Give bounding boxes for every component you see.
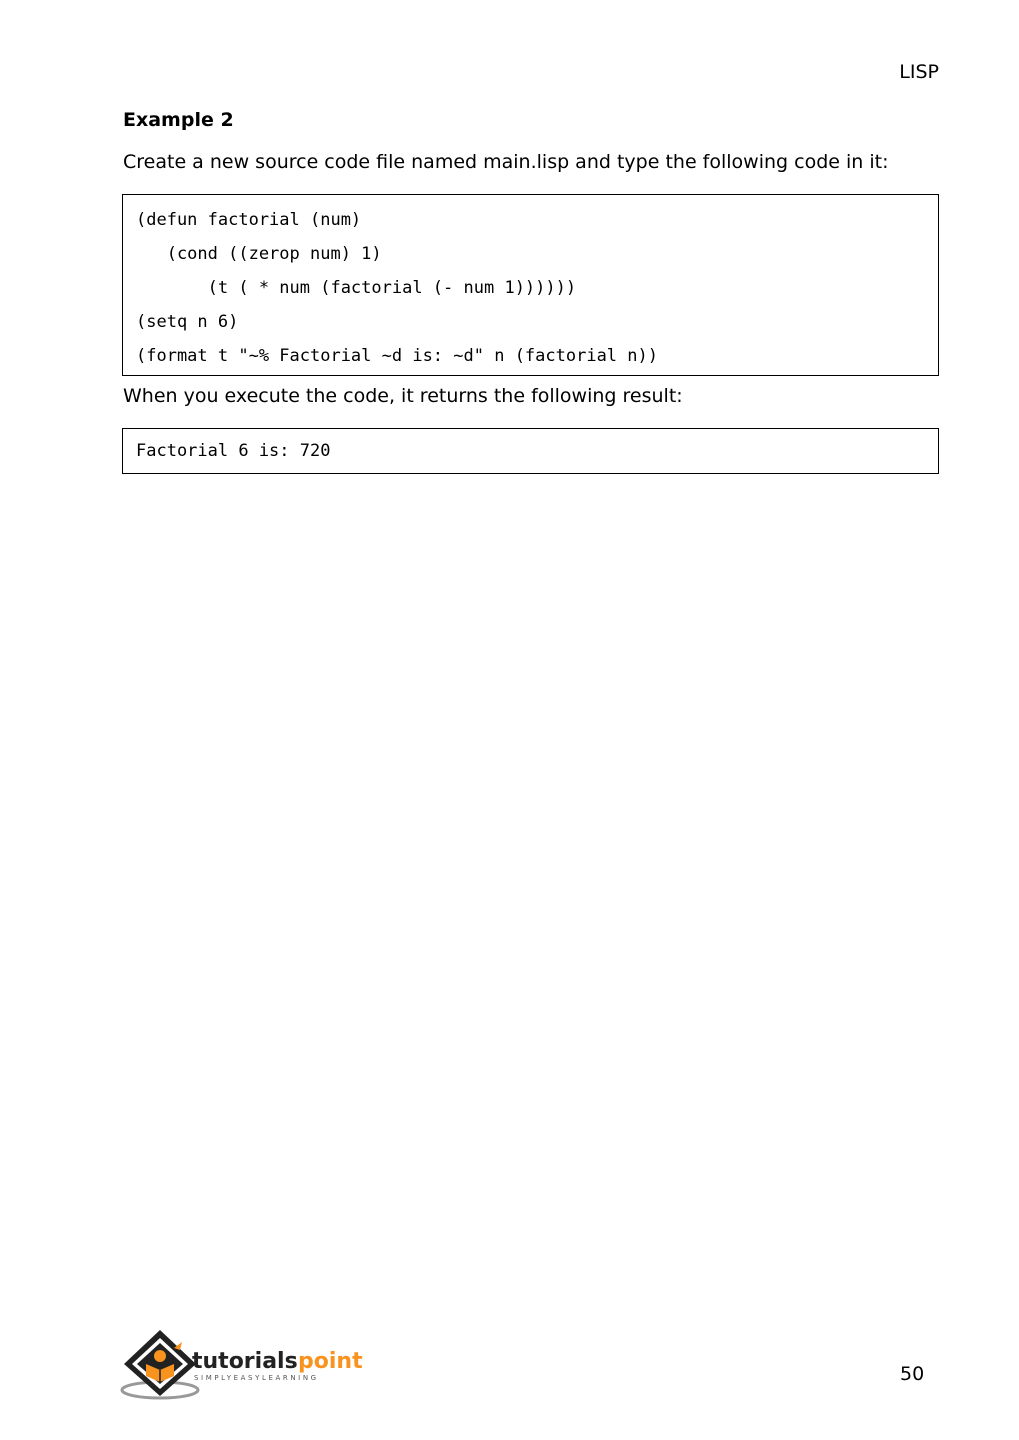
source-code-block — [122, 194, 939, 376]
code-line: (t ( * num (factorial (- num 1)))))) — [136, 278, 577, 298]
page-number: 50 — [900, 1363, 925, 1385]
code-line: (defun factorial (num) — [136, 210, 362, 230]
code-line: (setq n 6) — [136, 312, 239, 332]
intro-paragraph: Create a new source code file named main.lisp and type the following code in it: — [123, 151, 889, 173]
logo-tagline: SIMPLYEASYLEARNING — [194, 1374, 319, 1382]
output-block — [122, 428, 939, 474]
logo-text-accent: point — [298, 1349, 363, 1374]
tutorialspoint-logo — [120, 1328, 370, 1404]
code-line: (cond ((zerop num) 1) — [136, 244, 382, 264]
section-heading: Example 2 — [123, 109, 234, 131]
logo-figure-head — [154, 1350, 166, 1362]
result-intro-paragraph: When you execute the code, it returns the following result: — [123, 385, 683, 407]
output-line: Factorial 6 is: 720 — [136, 441, 331, 461]
logo-text-main: tutorials — [192, 1349, 298, 1374]
code-line: (format t "~% Factorial ~d is: ~d" n (factorial n)) — [136, 346, 658, 366]
running-header: LISP — [899, 61, 939, 83]
